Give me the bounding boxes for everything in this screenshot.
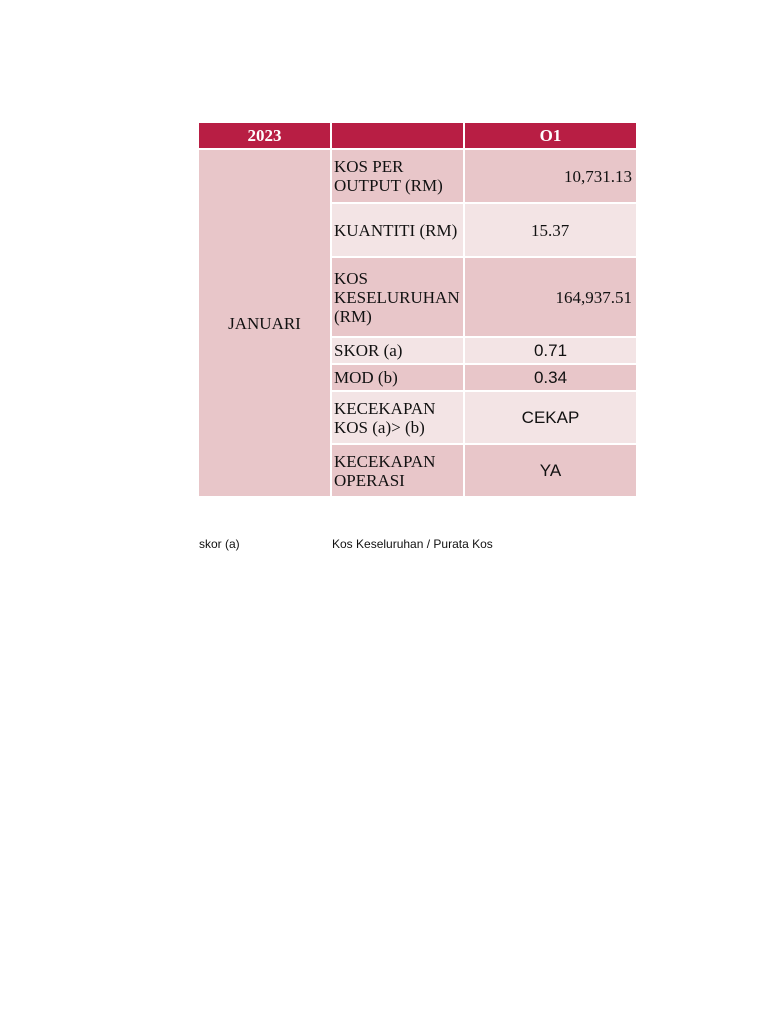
row-label-kos-per-output: KOS PER OUTPUT (RM) <box>331 149 464 203</box>
table-row <box>198 149 637 203</box>
footnote-definition: Kos Keseluruhan / Purata Kos <box>332 537 493 551</box>
header-year: 2023 <box>198 122 331 149</box>
value-kos-per-output: 10,731.13 <box>464 149 637 203</box>
cost-efficiency-table <box>197 121 638 498</box>
header-o1: O1 <box>464 122 637 149</box>
row-label-mod: MOD (b) <box>331 364 464 391</box>
header-blank <box>331 122 464 149</box>
footnote-label: skor (a) <box>199 537 240 551</box>
value-mod: 0.34 <box>464 364 637 391</box>
row-label-kos-keseluruhan: KOS KESELURUHAN (RM) <box>331 257 464 337</box>
row-label-kecekapan-operasi: KECEKAPAN OPERASI <box>331 444 464 497</box>
value-kecekapan-kos: CEKAP <box>464 391 637 444</box>
row-label-kuantiti: KUANTITI (RM) <box>331 203 464 257</box>
value-kos-keseluruhan: 164,937.51 <box>464 257 637 337</box>
row-label-kecekapan-kos: KECEKAPAN KOS (a)> (b) <box>331 391 464 444</box>
month-cell: JANUARI <box>198 149 331 497</box>
table-header-row <box>198 122 637 149</box>
row-label-skor: SKOR (a) <box>331 337 464 364</box>
value-skor: 0.71 <box>464 337 637 364</box>
value-kecekapan-operasi: YA <box>464 444 637 497</box>
value-kuantiti: 15.37 <box>464 203 637 257</box>
